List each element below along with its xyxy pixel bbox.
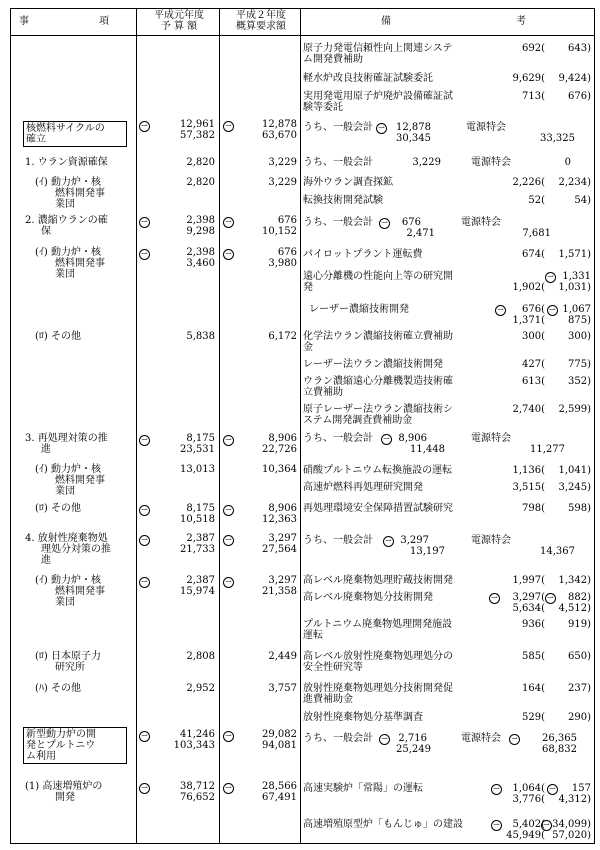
note-value: 529( [522, 712, 545, 723]
note-value: 4,512) [558, 603, 591, 614]
note-label: うち、一般会計 [303, 157, 373, 168]
prev-budget: 103,343 [173, 740, 215, 751]
prev-budget: 8,175 [186, 503, 215, 514]
note-text: 立費補助 [303, 387, 343, 398]
note-value: 5,402( [512, 819, 545, 830]
header-item-1: 事 [19, 16, 31, 27]
note-value: 9,629( [512, 73, 545, 84]
note-value: 427( [522, 359, 545, 370]
request: 676 [277, 247, 297, 258]
note-value: 919) [568, 619, 591, 630]
note-text: 高速実験炉「常陽」の運転 [303, 783, 423, 794]
note-value: 713( [522, 91, 545, 102]
note-value: 2,599) [558, 404, 591, 415]
subitem-label: (ｲ) 動力炉・核 [35, 464, 101, 475]
subitem-label: 燃料開発事 [55, 188, 105, 199]
request: 22,726 [262, 444, 297, 455]
note-text: ウラン濃縮遠心分離機製造技術確 [303, 376, 453, 387]
general-account-mark: 一 [545, 593, 556, 604]
request: 29,082 [262, 729, 297, 740]
general-account-mark: 一 [139, 249, 150, 260]
note-value: 237) [568, 683, 591, 694]
note-value: 676) [568, 91, 591, 102]
note-value: 3,245) [558, 482, 591, 493]
general-account-mark: 一 [223, 577, 234, 588]
request: 3,229 [268, 177, 297, 188]
note-label: 電源特会 [466, 122, 506, 133]
note-text: 原子レーザー法ウラン濃縮技術シ [303, 404, 453, 415]
header-item-2: 項 [99, 16, 111, 27]
note-text: 発 [303, 282, 313, 293]
general-account-mark: 一 [383, 536, 394, 547]
request: 12,878 [262, 119, 297, 130]
note-value: 11,277 [530, 444, 565, 455]
note-value: 598) [568, 503, 591, 514]
request: 10,152 [262, 226, 297, 237]
note-text: 進費補助金 [303, 694, 353, 705]
prev-budget: 2,808 [186, 651, 215, 662]
subitem-label: 燃料開発事 [55, 586, 105, 597]
note-value: 352) [568, 376, 591, 387]
note-text: 海外ウラン調査探鉱 [303, 177, 393, 188]
note-value: 14,367 [540, 546, 575, 557]
note-value: 2,226( [512, 177, 545, 188]
header-prev-budget-1: 平成元年度 [154, 10, 204, 21]
request: 3,229 [268, 157, 297, 168]
request: 8,906 [268, 433, 297, 444]
note-label: うち、一般会計 [303, 535, 373, 546]
note-text: ム開発費補助 [303, 54, 363, 65]
note-label: 電源特会 [471, 535, 511, 546]
general-account-mark: 一 [509, 734, 520, 745]
general-account-mark: 一 [139, 731, 150, 742]
general-account-mark: 一 [495, 305, 506, 316]
request: 676 [277, 215, 297, 226]
general-account-mark: 一 [139, 217, 150, 228]
item-label: 1. ウラン資源確保 [25, 157, 108, 168]
note-value: 1,902( [512, 282, 545, 293]
prev-budget: 76,652 [180, 792, 215, 803]
general-account-mark: 一 [139, 121, 150, 132]
note-text: 原子力発電信頼性向上関連システ [303, 43, 453, 54]
note-value: 3,297( [512, 592, 545, 603]
subitem-label: 業団 [55, 597, 75, 608]
column-divider [300, 9, 301, 843]
prev-budget: 13,013 [180, 464, 215, 475]
request: 28,566 [262, 781, 297, 792]
general-account-mark: 一 [547, 784, 558, 795]
note-text: 放射性廃棄物処分基準調査 [303, 712, 423, 723]
subitem-label: (1) 高速増殖炉の [25, 781, 103, 792]
general-account-mark: 一 [491, 784, 502, 795]
subitem-label: (ｲ) 動力炉・核 [35, 247, 101, 258]
note-value: 3,776( [512, 794, 545, 805]
request: 94,081 [262, 740, 297, 751]
subitem-label: (ﾛ) その他 [35, 503, 81, 514]
request: 10,364 [262, 464, 297, 475]
note-text: 再処理環境安全保障措置試験研究 [303, 503, 453, 514]
item-label: 2. 濃縮ウランの確 [25, 215, 108, 226]
note-value: 0 [564, 157, 571, 168]
subitem-label: (ﾛ) 日本原子力 [35, 651, 101, 662]
header-note-2: 考 [516, 16, 526, 27]
column-divider [219, 9, 220, 843]
note-value: 164( [522, 683, 545, 694]
note-value: 3,229 [412, 157, 441, 168]
request: 27,564 [262, 544, 297, 555]
prev-budget: 9,298 [186, 226, 215, 237]
note-value: 68,832 [542, 744, 577, 755]
note-label: うち、一般会計 [303, 122, 373, 133]
note-label: 電源特会 [471, 157, 511, 168]
prev-budget: 2,387 [186, 575, 215, 586]
note-text: 高レベル放射性廃棄物処理処分の [303, 651, 453, 662]
note-value: 674( [522, 249, 545, 260]
column-divider [136, 9, 137, 843]
note-value: 54) [574, 195, 591, 206]
general-account-mark: 一 [223, 505, 234, 516]
note-value: 2,471 [406, 228, 435, 239]
note-label: うち、一般会計 [303, 433, 373, 444]
request: 12,363 [262, 514, 297, 525]
note-value: 1,041) [558, 465, 591, 476]
note-value: 2,234) [558, 177, 591, 188]
note-value: 3,515( [512, 482, 545, 493]
prev-budget: 8,175 [186, 433, 215, 444]
general-account-mark: 一 [379, 218, 390, 229]
section-title-fuel-cycle: 核燃料サイクルの 確立 [23, 121, 127, 147]
note-value: 3,297 [400, 535, 429, 546]
subitem-label: 業団 [55, 199, 75, 210]
note-value: 936( [522, 619, 545, 630]
prev-budget: 3,460 [186, 258, 215, 269]
general-account-mark: 一 [139, 577, 150, 588]
note-text: 金 [303, 342, 313, 353]
general-account-mark: 一 [545, 272, 556, 283]
note-label: 電源特会 [461, 733, 501, 744]
prev-budget: 10,518 [180, 514, 215, 525]
note-text: 軽水炉改良技術確証試験委託 [303, 73, 433, 84]
general-account-mark: 一 [379, 734, 390, 745]
general-account-mark: 一 [223, 249, 234, 260]
prev-budget: 2,398 [186, 247, 215, 258]
note-value: 1,064( [512, 783, 545, 794]
note-value: 5,634( [512, 603, 545, 614]
note-value: 882) [568, 592, 591, 603]
prev-budget: 15,974 [180, 586, 215, 597]
general-account-mark: 一 [139, 435, 150, 446]
header-request-1: 平成２年度 [236, 10, 286, 21]
prev-budget: 23,531 [180, 444, 215, 455]
note-value: 157 [571, 783, 591, 794]
note-label: 電源特会 [471, 433, 511, 444]
note-text: 運転 [303, 630, 323, 641]
section-title-new-reactor: 新型動力炉の開 発とプルトニウ ム利用 [23, 727, 127, 764]
note-value: 1,997( [512, 575, 545, 586]
note-value: 1,136( [512, 465, 545, 476]
note-value: 33,325 [540, 133, 575, 144]
note-value: 7,681 [522, 228, 551, 239]
subitem-label: (ﾛ) その他 [35, 331, 81, 342]
note-value: 1,031) [558, 282, 591, 293]
note-text: 高レベル廃棄物処分技術開発 [303, 592, 433, 603]
note-value: 775) [568, 359, 591, 370]
note-text: ステム開発調査費補助金 [303, 415, 413, 426]
header-note-1: 備 [381, 16, 391, 27]
note-value: 1,371( [512, 315, 545, 326]
item-label: 進 [41, 444, 51, 455]
header-divider [11, 35, 594, 36]
request: 3,980 [268, 258, 297, 269]
note-value: 650) [568, 651, 591, 662]
note-text: 高レベル廃棄物処理貯蔵技術開発 [303, 575, 453, 586]
general-account-mark: 一 [223, 783, 234, 794]
request: 2,449 [268, 651, 297, 662]
note-label: うち、一般会計 [303, 217, 373, 228]
prev-budget: 12,961 [180, 119, 215, 130]
note-value: 9,424) [558, 73, 591, 84]
note-value: 676( [522, 304, 545, 315]
general-account-mark: 一 [139, 535, 150, 546]
note-value: 11,448 [410, 444, 445, 455]
note-text: 安全性研究等 [303, 662, 363, 673]
item-label: 保 [41, 226, 51, 237]
request: 3,297 [268, 533, 297, 544]
note-text: 放射性廃棄物処理処分技術開発促 [303, 683, 453, 694]
request: 8,906 [268, 503, 297, 514]
general-account-mark: 一 [376, 123, 387, 134]
note-label: 電源特会 [461, 217, 501, 228]
note-value: 2,740( [512, 404, 545, 415]
note-value: 1,067 [562, 304, 591, 315]
subitem-label: (ｲ) 動力炉・核 [35, 575, 101, 586]
note-value: 45,949( [506, 830, 545, 841]
general-account-mark: 一 [223, 731, 234, 742]
prev-budget: 57,382 [180, 130, 215, 141]
note-value: 2,716 [398, 733, 427, 744]
note-value: 12,878 [396, 122, 431, 133]
note-text: レーザー法ウラン濃縮技術開発 [303, 359, 443, 370]
header-request-2: 概算要求額 [236, 21, 286, 32]
note-text: 遠心分離機の性能向上等の研究開 [303, 271, 453, 282]
note-value: 57,020) [552, 830, 591, 841]
note-value: 4,312) [558, 794, 591, 805]
note-value: 692( [522, 43, 545, 54]
prev-budget: 2,820 [186, 177, 215, 188]
note-value: 26,365 [542, 733, 577, 744]
general-account-mark: 一 [223, 121, 234, 132]
note-value: 8,906 [398, 433, 427, 444]
general-account-mark: 一 [491, 820, 502, 831]
general-account-mark: 一 [139, 783, 150, 794]
note-value: 13,197 [410, 546, 445, 557]
item-label: 3. 再処理対策の推 [25, 433, 108, 444]
item-label: 進 [41, 555, 51, 566]
subitem-label: (ﾊ) その他 [35, 683, 81, 694]
item-label: 理処分対策の推 [41, 544, 111, 555]
note-text: 実用発電用原子炉廃炉設備確証試 [303, 91, 453, 102]
note-value: 25,249 [396, 744, 431, 755]
prev-budget: 2,387 [186, 533, 215, 544]
note-text: 高速炉燃料再処理研究開発 [303, 482, 423, 493]
note-label: うち、一般会計 [303, 733, 373, 744]
prev-budget: 41,246 [180, 729, 215, 740]
subitem-label: 開発 [55, 792, 75, 803]
note-value: 30,345 [396, 133, 431, 144]
request: 67,491 [262, 792, 297, 803]
note-value: 643) [568, 43, 591, 54]
request: 63,670 [262, 130, 297, 141]
general-account-mark: 一 [489, 593, 500, 604]
request: 6,172 [268, 331, 297, 342]
note-text: 化学法ウラン濃縮技術確立費補助 [303, 331, 453, 342]
subitem-label: 研究所 [55, 662, 85, 673]
request: 3,297 [268, 575, 297, 586]
header-prev-budget-2: 予 算 額 [160, 21, 198, 32]
note-value: 1,571) [558, 249, 591, 260]
note-value: 300) [568, 331, 591, 342]
note-text: パイロットプラント運転費 [303, 249, 423, 260]
request: 3,757 [268, 683, 297, 694]
prev-budget: 21,733 [180, 544, 215, 555]
subitem-label: (ｲ) 動力炉・核 [35, 177, 101, 188]
request: 21,358 [262, 586, 297, 597]
note-value: 875) [568, 315, 591, 326]
note-text: 験等委託 [303, 102, 343, 113]
general-account-mark: 一 [223, 435, 234, 446]
prev-budget: 5,838 [186, 331, 215, 342]
note-value: 52( [528, 195, 545, 206]
general-account-mark: 一 [223, 217, 234, 228]
general-account-mark: 一 [381, 434, 392, 445]
note-value: 290) [568, 712, 591, 723]
subitem-label: 業団 [55, 486, 75, 497]
prev-budget: 38,712 [180, 781, 215, 792]
subitem-label: 業団 [55, 269, 75, 280]
item-label: 4. 放射性廃棄物処 [25, 533, 108, 544]
prev-budget: 2,820 [186, 157, 215, 168]
note-value: 34,099) [552, 819, 591, 830]
note-text: プルトニウム廃棄物処理開発施設 [303, 619, 453, 630]
prev-budget: 2,952 [186, 683, 215, 694]
prev-budget: 2,398 [186, 215, 215, 226]
note-value: 613( [522, 376, 545, 387]
note-value: 798( [522, 503, 545, 514]
general-account-mark: 一 [139, 505, 150, 516]
budget-table [10, 8, 595, 844]
subitem-label: 燃料開発事 [55, 258, 105, 269]
note-value: 1,342) [558, 575, 591, 586]
general-account-mark: 一 [541, 820, 552, 831]
note-value: 585( [522, 651, 545, 662]
subitem-label: 燃料開発事 [55, 475, 105, 486]
general-account-mark: 一 [547, 305, 558, 316]
general-account-mark: 一 [223, 535, 234, 546]
note-value: 1,331 [562, 271, 591, 282]
note-text: 高速増殖原型炉「もんじゅ」の建設 [303, 819, 463, 830]
note-value: 676 [401, 217, 421, 228]
note-text: レーザー濃縮技術開発 [309, 304, 409, 315]
note-text: 硝酸プルトニウム転換施設の運転 [303, 465, 453, 476]
note-value: 300( [522, 331, 545, 342]
note-text: 転換技術開発試験 [303, 195, 383, 206]
